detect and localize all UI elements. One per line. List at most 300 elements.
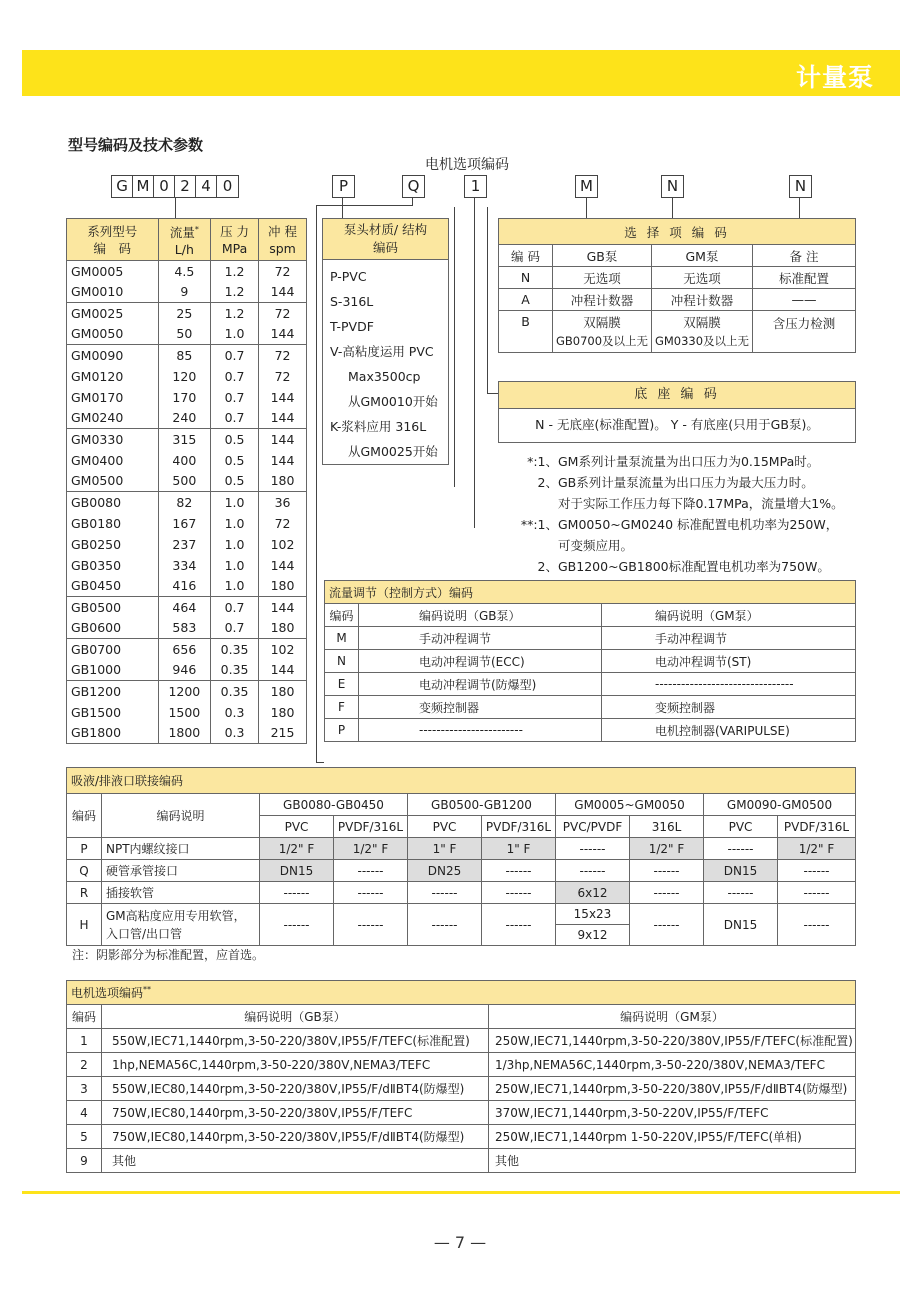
flow-code-box	[402, 175, 425, 198]
header-cell: 编码说明（GM泵）	[602, 604, 856, 627]
table-cell: ------------------------	[359, 719, 602, 742]
table-cell: 946	[158, 660, 210, 681]
table-cell: 72	[259, 366, 307, 387]
connector-line	[342, 198, 343, 218]
header-title: 计量泵	[795, 63, 874, 92]
table-cell: ------	[630, 860, 704, 882]
header-cell: 编码	[325, 604, 359, 627]
table-row	[67, 681, 307, 702]
table-cell: 583	[158, 618, 210, 639]
table-row	[67, 534, 307, 555]
table-cell: 144	[259, 555, 307, 576]
table-row	[67, 838, 856, 860]
table-cell: 0.7	[211, 387, 259, 408]
list-item: 从GM0025开始	[348, 444, 438, 459]
code-char: M	[580, 177, 593, 195]
table-cell: ------	[408, 904, 482, 946]
base-code-box	[661, 175, 684, 198]
connector-line	[316, 205, 317, 762]
header-cell: 备 注	[753, 245, 856, 267]
table-cell: 0.35	[211, 639, 259, 660]
header-cell: 编码说明（GB泵）	[359, 604, 602, 627]
table-row	[325, 719, 856, 742]
table-row	[67, 1077, 856, 1101]
table-cell: 250W,IEC71,1440rpm,3-50-220/380V,IP55/F/dⅡBT4(防爆型)	[489, 1077, 856, 1101]
table-cell: ------	[408, 882, 482, 904]
flow-table-title: 流量调节（控制方式）编码	[325, 581, 856, 604]
table-cell: 1/2" F	[630, 838, 704, 860]
table-cell: GM0240	[67, 408, 159, 429]
table-cell: 1200	[158, 681, 210, 702]
table-header-row	[67, 219, 307, 261]
table-header-row	[325, 604, 856, 627]
table-row	[67, 387, 307, 408]
table-cell: 550W,IEC80,1440rpm,3-50-220/380V,IP55/F/dⅡBT4(防爆型)	[102, 1077, 489, 1101]
table-cell: 1.0	[211, 555, 259, 576]
table-row	[499, 311, 856, 353]
table-cell: 4.5	[158, 261, 210, 282]
base-title: 底 座 编 码	[499, 382, 855, 409]
table-cell: GB0250	[67, 534, 159, 555]
header-cell: GB泵	[553, 245, 652, 267]
table-cell: 240	[158, 408, 210, 429]
table-cell: 1/3hp,NEMA56C,1440rpm,3-50-220/380V,NEMA3/TEFC	[489, 1053, 856, 1077]
inlet-table-title: 吸液/排液口联接编码	[67, 768, 856, 794]
table-cell: 插接软管	[102, 882, 260, 904]
list-item: T-PVDF	[330, 319, 374, 334]
connector-line	[474, 198, 475, 528]
table-row	[67, 1053, 856, 1077]
table-cell: 36	[259, 492, 307, 513]
table-cell: ------	[556, 838, 630, 860]
col-flow: 流量* L/h	[158, 219, 210, 261]
table-cell: P	[67, 838, 102, 860]
table-cell: GM0170	[67, 387, 159, 408]
table-cell: 656	[158, 639, 210, 660]
list-item: Max3500cp	[348, 369, 421, 384]
note-row: 2、 GB1200~GB1800标准配置电机功率为750W。	[537, 559, 830, 574]
table-cell: 750W,IEC80,1440rpm,3-50-220/380V,IP55/F/TEFC	[102, 1101, 489, 1125]
code-char: P	[338, 177, 349, 195]
connector-line	[487, 393, 498, 394]
connector-line	[175, 198, 176, 218]
note-row: 可变频应用。	[558, 538, 634, 553]
table-cell: 0.7	[211, 597, 259, 618]
table-cell: 0.3	[211, 702, 259, 723]
table-cell: 144	[259, 429, 307, 450]
header-cell: 编码说明	[102, 794, 260, 838]
table-cell: H	[67, 904, 102, 946]
table-cell: GM0090	[67, 345, 159, 366]
table-cell: 500	[158, 471, 210, 492]
table-cell: 2	[67, 1053, 102, 1077]
table-cell: 1.2	[211, 282, 259, 303]
table-cell: GM0120	[67, 366, 159, 387]
page-number: — 7 —	[433, 1233, 487, 1252]
table-cell: 25	[158, 303, 210, 324]
inlet-code-box	[464, 175, 487, 198]
table-cell: M	[325, 627, 359, 650]
table-cell: GB1000	[67, 660, 159, 681]
table-cell: GB0500	[67, 597, 159, 618]
table-cell: 4	[67, 1101, 102, 1125]
table-cell: ------	[704, 838, 778, 860]
table-cell: 0.35	[211, 660, 259, 681]
note-row: *:1、 GM系列计量泵流量为出口压力为0.15MPa时。	[527, 454, 820, 469]
col-pressure: 压 力 MPa	[211, 219, 259, 261]
table-row	[67, 660, 307, 681]
series-table	[66, 218, 307, 744]
table-cell: 550W,IEC71,1440rpm,3-50-220/380V,IP55/F/TEFC(标准配置)	[102, 1029, 489, 1053]
table-cell: 0.5	[211, 450, 259, 471]
table-cell: 167	[158, 513, 210, 534]
table-cell: 冲程计数器	[553, 289, 652, 311]
series-code-box	[111, 175, 239, 198]
table-cell: 0.35	[211, 681, 259, 702]
table-cell: 0.7	[211, 618, 259, 639]
table-cell: 5	[67, 1125, 102, 1149]
code-char: M	[133, 176, 154, 197]
table-cell: 变频控制器	[602, 696, 856, 719]
table-cell: 1hp,NEMA56C,1440rpm,3-50-220/380V,NEMA3/TEFC	[102, 1053, 489, 1077]
table-cell: 180	[259, 681, 307, 702]
option-table-title: 选 择 项 编 码	[499, 219, 856, 245]
footer-line	[22, 1191, 900, 1194]
table-cell: 0.5	[211, 429, 259, 450]
table-cell: 215	[259, 723, 307, 744]
option-table	[498, 218, 856, 353]
table-cell: 1	[67, 1029, 102, 1053]
table-cell: 750W,IEC80,1440rpm,3-50-220/380V,IP55/F/dⅡBT4(防爆型)	[102, 1125, 489, 1149]
table-cell: R	[67, 882, 102, 904]
header-cell: GM0005~GM0050	[556, 794, 704, 816]
table-cell: Q	[67, 860, 102, 882]
table-row	[67, 513, 307, 534]
table-cell: 0.5	[211, 471, 259, 492]
table-cell: 144	[259, 324, 307, 345]
header-cell: 编码	[67, 794, 102, 838]
table-row	[67, 860, 856, 882]
table-cell: 102	[259, 534, 307, 555]
header-cell: GB0080-GB0450	[260, 794, 408, 816]
flow-control-table	[324, 580, 856, 742]
table-row	[67, 324, 307, 345]
note-row: 2、 GB系列计量泵流量为出口压力为最大压力时。	[537, 475, 814, 490]
table-cell: N	[499, 267, 553, 289]
header-cell: PVC/PVDF	[556, 816, 630, 838]
table-cell: 无选项	[652, 267, 753, 289]
table-cell: ------	[334, 882, 408, 904]
table-row	[67, 723, 307, 744]
table-row	[67, 261, 307, 282]
table-cell: GM0400	[67, 450, 159, 471]
table-header-row	[499, 245, 856, 267]
table-cell: GB0350	[67, 555, 159, 576]
table-cell: 0.7	[211, 366, 259, 387]
table-cell: E	[325, 673, 359, 696]
code-char: N	[794, 177, 807, 195]
table-cell: 237	[158, 534, 210, 555]
header-cell: PVDF/316L	[778, 816, 856, 838]
table-row	[325, 673, 856, 696]
table-cell: 250W,IEC71,1440rpm 1-50-220V,IP55/F/TEFC(单相)	[489, 1125, 856, 1149]
header-cell: 编 码	[499, 245, 553, 267]
connector-line	[799, 198, 800, 218]
table-cell: 无选项	[553, 267, 652, 289]
header-cell: 编码	[67, 1005, 102, 1029]
pump-head-title: 泵头材质/ 结构 编码	[323, 219, 448, 260]
table-cell: 180	[259, 618, 307, 639]
table-row	[67, 702, 307, 723]
table-cell: 硬管承管接口	[102, 860, 260, 882]
header-banner	[22, 50, 900, 96]
table-row	[67, 450, 307, 471]
table-cell: 0.7	[211, 345, 259, 366]
table-cell: 电动冲程调节(ST)	[602, 650, 856, 673]
motor-table-title: 电机选项编码**	[67, 981, 856, 1005]
header-cell: 编码说明（GB泵）	[102, 1005, 489, 1029]
table-cell: N	[325, 650, 359, 673]
code-char: 2	[175, 176, 196, 197]
header-cell: GB0500-GB1200	[408, 794, 556, 816]
table-cell: 144	[259, 660, 307, 681]
table-cell: ------	[260, 882, 334, 904]
code-char: Q	[407, 177, 420, 195]
notes	[520, 451, 844, 577]
table-cell: 1.0	[211, 492, 259, 513]
connector-line	[672, 198, 673, 218]
header-cell: PVC	[260, 816, 334, 838]
header-cell: PVDF/316L	[482, 816, 556, 838]
table-cell: 6x12	[556, 882, 630, 904]
table-cell: 72	[259, 261, 307, 282]
table-row	[67, 471, 307, 492]
table-cell: 标准配置	[753, 267, 856, 289]
table-row	[325, 650, 856, 673]
table-cell: 250W,IEC71,1440rpm,3-50-220/380V,IP55/F/TEFC(标准配置)	[489, 1029, 856, 1053]
note-row: **:1、 GM0050~GM0240 标准配置电机功率为250W，	[520, 517, 839, 532]
inlet-connection-table	[66, 767, 856, 946]
table-row	[67, 1029, 856, 1053]
table-cell: 144	[259, 597, 307, 618]
table-cell: ——	[753, 289, 856, 311]
list-item: V-高粘度运用 PVC	[330, 344, 434, 359]
table-cell: A	[499, 289, 553, 311]
table-cell: 冲程计数器	[652, 289, 753, 311]
table-cell: 1.0	[211, 324, 259, 345]
table-cell: 72	[259, 345, 307, 366]
table-cell: GB1500	[67, 702, 159, 723]
table-cell: --------------------------------	[602, 673, 856, 696]
table-cell: 144	[259, 387, 307, 408]
header-cell: GM0090-GM0500	[704, 794, 856, 816]
table-cell: 1/2" F	[778, 838, 856, 860]
list-item: K-浆料应用 316L	[330, 419, 427, 434]
table-cell: ------	[334, 904, 408, 946]
table-cell: P	[325, 719, 359, 742]
table-row	[67, 429, 307, 450]
table-cell: 1.0	[211, 534, 259, 555]
header-cell: PVC	[704, 816, 778, 838]
table-row	[67, 345, 307, 366]
table-cell: 手动冲程调节	[359, 627, 602, 650]
option-code-box	[575, 175, 598, 198]
table-cell: GB0450	[67, 576, 159, 597]
connector-line	[316, 762, 324, 763]
table-header-row	[67, 1005, 856, 1029]
table-cell: DN25	[408, 860, 482, 882]
table-row	[67, 282, 307, 303]
code-char: 0	[222, 177, 233, 195]
table-cell: GB1200	[67, 681, 159, 702]
table-cell: 144	[259, 450, 307, 471]
table-row	[325, 696, 856, 719]
table-row	[67, 1149, 856, 1173]
table-row	[499, 267, 856, 289]
table-cell: ------	[630, 882, 704, 904]
table-cell: 1.0	[211, 513, 259, 534]
table-cell: 1500	[158, 702, 210, 723]
table-cell: ------	[778, 860, 856, 882]
table-cell: DN15	[704, 860, 778, 882]
code-char: 1	[470, 177, 481, 195]
table-row	[67, 639, 307, 660]
inlet-note: 注：阴影部分为标准配置，应首选。	[72, 948, 265, 962]
table-row	[67, 492, 307, 513]
table-cell: GB1800	[67, 723, 159, 744]
table-row	[499, 289, 856, 311]
code-char: 4	[196, 176, 217, 197]
table-cell: 1/2" F	[260, 838, 334, 860]
table-cell: 85	[158, 345, 210, 366]
table-cell: 1" F	[408, 838, 482, 860]
table-row	[67, 366, 307, 387]
table-cell: 9	[67, 1149, 102, 1173]
table-cell: 15x23 9x12	[556, 904, 630, 946]
table-cell: 72	[259, 513, 307, 534]
table-cell: GM高粘度应用专用软管， 入口管/出口管	[102, 904, 260, 946]
list-item: 从GM0010开始	[348, 394, 438, 409]
table-cell: GB0600	[67, 618, 159, 639]
connector-line	[487, 207, 488, 393]
table-cell: 其他	[489, 1149, 856, 1173]
table-cell: 180	[259, 471, 307, 492]
pump-head-list	[323, 260, 448, 464]
table-cell: 手动冲程调节	[602, 627, 856, 650]
table-cell: 72	[259, 303, 307, 324]
table-cell: 电动冲程调节(防爆型)	[359, 673, 602, 696]
table-cell: GB0080	[67, 492, 159, 513]
table-row	[325, 627, 856, 650]
table-cell: ------	[556, 860, 630, 882]
table-cell: 变频控制器	[359, 696, 602, 719]
table-cell: GM0330	[67, 429, 159, 450]
motor-option-table	[66, 980, 856, 1173]
table-cell: 9	[158, 282, 210, 303]
table-cell: 电动冲程调节(ECC)	[359, 650, 602, 673]
table-cell: 1" F	[482, 838, 556, 860]
table-row	[67, 882, 856, 904]
table-cell: 144	[259, 282, 307, 303]
header-cell: 316L	[630, 816, 704, 838]
code-char: N	[666, 177, 679, 195]
table-cell: 416	[158, 576, 210, 597]
table-cell: 180	[259, 576, 307, 597]
table-cell: 82	[158, 492, 210, 513]
table-cell: 0.7	[211, 408, 259, 429]
table-row	[67, 408, 307, 429]
table-cell: GM0010	[67, 282, 159, 303]
table-cell: ------	[778, 904, 856, 946]
table-cell: ------	[260, 904, 334, 946]
table-cell: 464	[158, 597, 210, 618]
table-cell: 含压力检测	[753, 311, 856, 353]
table-row	[67, 618, 307, 639]
table-cell: 1.2	[211, 303, 259, 324]
table-row	[67, 904, 856, 946]
table-cell: 102	[259, 639, 307, 660]
note-row: 对于实际工作压力每下降0.17MPa，流量增大1%。	[558, 496, 844, 511]
table-cell: 双隔膜 GM0330及以上无	[652, 311, 753, 353]
connector-line	[586, 198, 587, 218]
header-cell: 编码说明（GM泵）	[489, 1005, 856, 1029]
table-cell: 50	[158, 324, 210, 345]
table-cell: 180	[259, 702, 307, 723]
table-cell: GB0180	[67, 513, 159, 534]
list-item: S-316L	[330, 294, 374, 309]
header-cell: PVDF/316L	[334, 816, 408, 838]
code-char: 0	[154, 176, 175, 197]
table-cell: GM0500	[67, 471, 159, 492]
table-cell: 双隔膜 GB0700及以上无	[553, 311, 652, 353]
table-cell: ------	[334, 860, 408, 882]
table-cell: GM0025	[67, 303, 159, 324]
table-cell: ------	[704, 882, 778, 904]
col-model: 系列型号 编 码	[67, 219, 159, 261]
table-cell: GM0050	[67, 324, 159, 345]
table-cell: 370W,IEC71,1440rpm,3-50-220V,IP55/F/TEFC	[489, 1101, 856, 1125]
table-header-row	[67, 794, 856, 816]
pump-head-box	[322, 218, 449, 465]
table-cell: 144	[259, 408, 307, 429]
table-row	[67, 303, 307, 324]
table-cell: 120	[158, 366, 210, 387]
pump-code-box	[332, 175, 355, 198]
connector-line	[454, 207, 455, 487]
base-box	[498, 381, 856, 443]
list-item: P-PVC	[330, 269, 367, 284]
section-title: 型号编码及技术参数	[68, 136, 204, 154]
table-row	[67, 576, 307, 597]
table-cell: 1.2	[211, 261, 259, 282]
table-cell: ------	[482, 882, 556, 904]
table-cell: 315	[158, 429, 210, 450]
table-cell: 400	[158, 450, 210, 471]
table-cell: ------	[482, 860, 556, 882]
table-cell: DN15	[704, 904, 778, 946]
table-cell: B	[499, 311, 553, 353]
table-cell: GM0005	[67, 261, 159, 282]
table-row	[67, 1125, 856, 1149]
col-stroke: 冲 程 spm	[259, 219, 307, 261]
connector-line	[316, 205, 413, 206]
header-cell: GM泵	[652, 245, 753, 267]
table-cell: DN15	[260, 860, 334, 882]
table-cell: 其他	[102, 1149, 489, 1173]
table-row	[67, 1101, 856, 1125]
table-cell: 0.3	[211, 723, 259, 744]
table-cell: F	[325, 696, 359, 719]
